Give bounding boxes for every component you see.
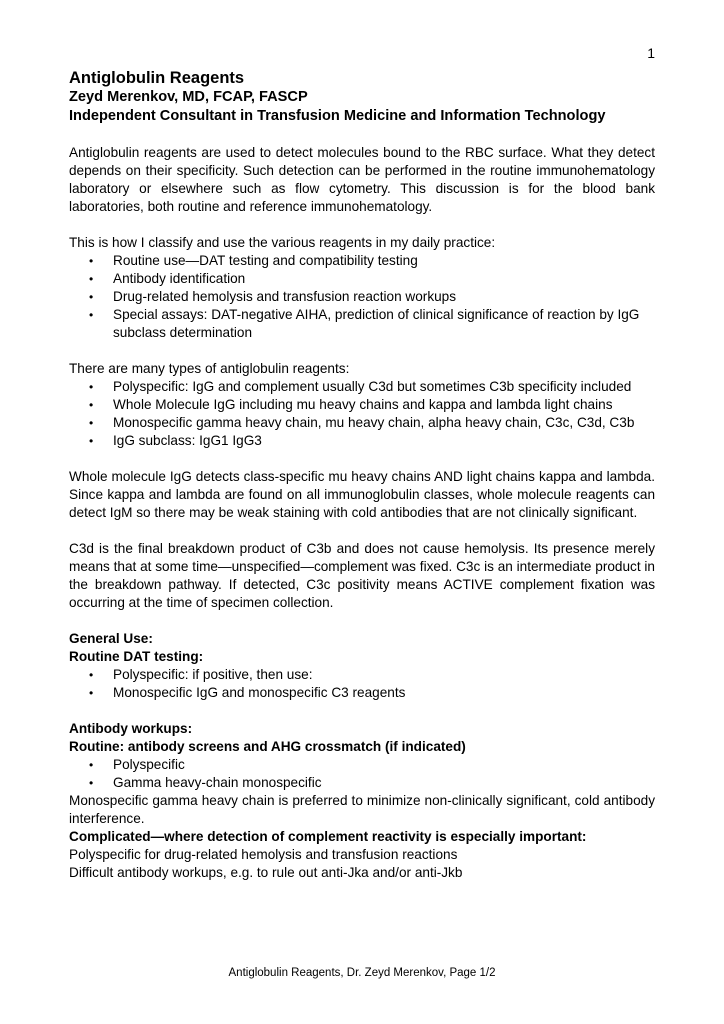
bullet-icon: • [89, 758, 94, 772]
routine-dat-heading: Routine DAT testing: [69, 649, 204, 664]
page-footer: Antiglobulin Reagents, Dr. Zeyd Merenkov, Page 1/2 [228, 967, 496, 979]
types-lead: There are many types of antiglobulin reagents: [69, 361, 350, 376]
complicated-line: Difficult antibody workups, e.g. to rule out anti-Jka and/or anti-Jkb [69, 865, 463, 880]
list-item: • Drug-related hemolysis and transfusion reaction workups [89, 289, 457, 304]
bullet-icon: • [89, 398, 94, 412]
bullet-icon: • [89, 416, 94, 430]
bullet-icon: • [89, 290, 94, 304]
list-item: • Routine use—DAT testing and compatibility testing [89, 253, 418, 268]
antibody-workups-heading: Antibody workups: [69, 721, 193, 736]
bullet-icon: • [89, 272, 94, 286]
antibody-workups-list [69, 756, 655, 792]
document-title: Antiglobulin Reagents [69, 69, 245, 87]
general-use-list [69, 666, 655, 702]
document-body [69, 69, 655, 882]
title-block [69, 69, 655, 126]
list-item: • Monospecific IgG and monospecific C3 reagents [89, 685, 406, 700]
classification-lead: This is how I classify and use the various reagents in my daily practice: [69, 235, 496, 250]
list-item: • Antibody identification [89, 271, 246, 286]
bullet-icon: • [89, 686, 94, 700]
list-item: • Polyspecific: if positive, then use: [89, 667, 313, 682]
general-use-heading: General Use: [69, 631, 153, 646]
affiliation-line: Independent Consultant in Transfusion Medicine and Information Technology [69, 108, 606, 124]
list-item: • Polyspecific [89, 757, 185, 772]
list-item: • Special assays: DAT-negative AIHA, prediction of clinical significance of reaction by IgG subclass determination [89, 307, 640, 340]
list-item: • Gamma heavy-chain monospecific [89, 775, 322, 790]
intro-paragraph: Antiglobulin reagents are used to detect molecules bound to the RBC surface. What they detect depends on their specificity. Such detection can be performed in the routine immunohematology laboratory or elsewhere such as flow cytometry. This discussion is for the blood bank laboratories, both routine and reference immunohematology. [69, 145, 655, 214]
classification-list [69, 252, 655, 342]
bullet-icon: • [89, 380, 94, 394]
list-item: • Polyspecific: IgG and complement usually C3d but sometimes C3b specificity included [89, 379, 632, 394]
types-list [69, 378, 655, 450]
author-line: Zeyd Merenkov, MD, FCAP, FASCP [69, 89, 308, 105]
page-number: 1 [647, 45, 655, 61]
complicated-line: Polyspecific for drug-related hemolysis and transfusion reactions [69, 847, 458, 862]
bullet-icon: • [89, 308, 94, 322]
complicated-heading: Complicated—where detection of complement reactivity is especially important: [69, 829, 587, 844]
c3d-paragraph: C3d is the final breakdown product of C3b and does not cause hemolysis. Its presence merely means that at some time—unspecified—complement was fixed. C3c is an intermediate product in the breakdown pathway. If detected, C3c positivity means ACTIVE complement fixation was occurring at the time of specimen collection. [69, 541, 655, 610]
list-item: • Whole Molecule IgG including mu heavy chains and kappa and lambda light chains [89, 397, 613, 412]
monospecific-note: Monospecific gamma heavy chain is preferred to minimize non-clinically significant, cold antibody interference. [69, 793, 655, 826]
routine-workups-heading: Routine: antibody screens and AHG crossmatch (if indicated) [69, 739, 466, 754]
bullet-icon: • [89, 668, 94, 682]
list-item: • IgG subclass: IgG1 IgG3 [89, 433, 262, 448]
bullet-icon: • [89, 434, 94, 448]
bullet-icon: • [89, 254, 94, 268]
whole-molecule-paragraph: Whole molecule IgG detects class-specific mu heavy chains AND light chains kappa and lambda. Since kappa and lambda are found on all immunoglobulin classes, whole molecule reagents can detect IgM so there may be weak staining with cold antibodies that are not clinically significant. [69, 469, 655, 520]
bullet-icon: • [89, 776, 94, 790]
list-item: • Monospecific gamma heavy chain, mu heavy chain, alpha heavy chain, C3c, C3d, C3b [89, 415, 635, 430]
